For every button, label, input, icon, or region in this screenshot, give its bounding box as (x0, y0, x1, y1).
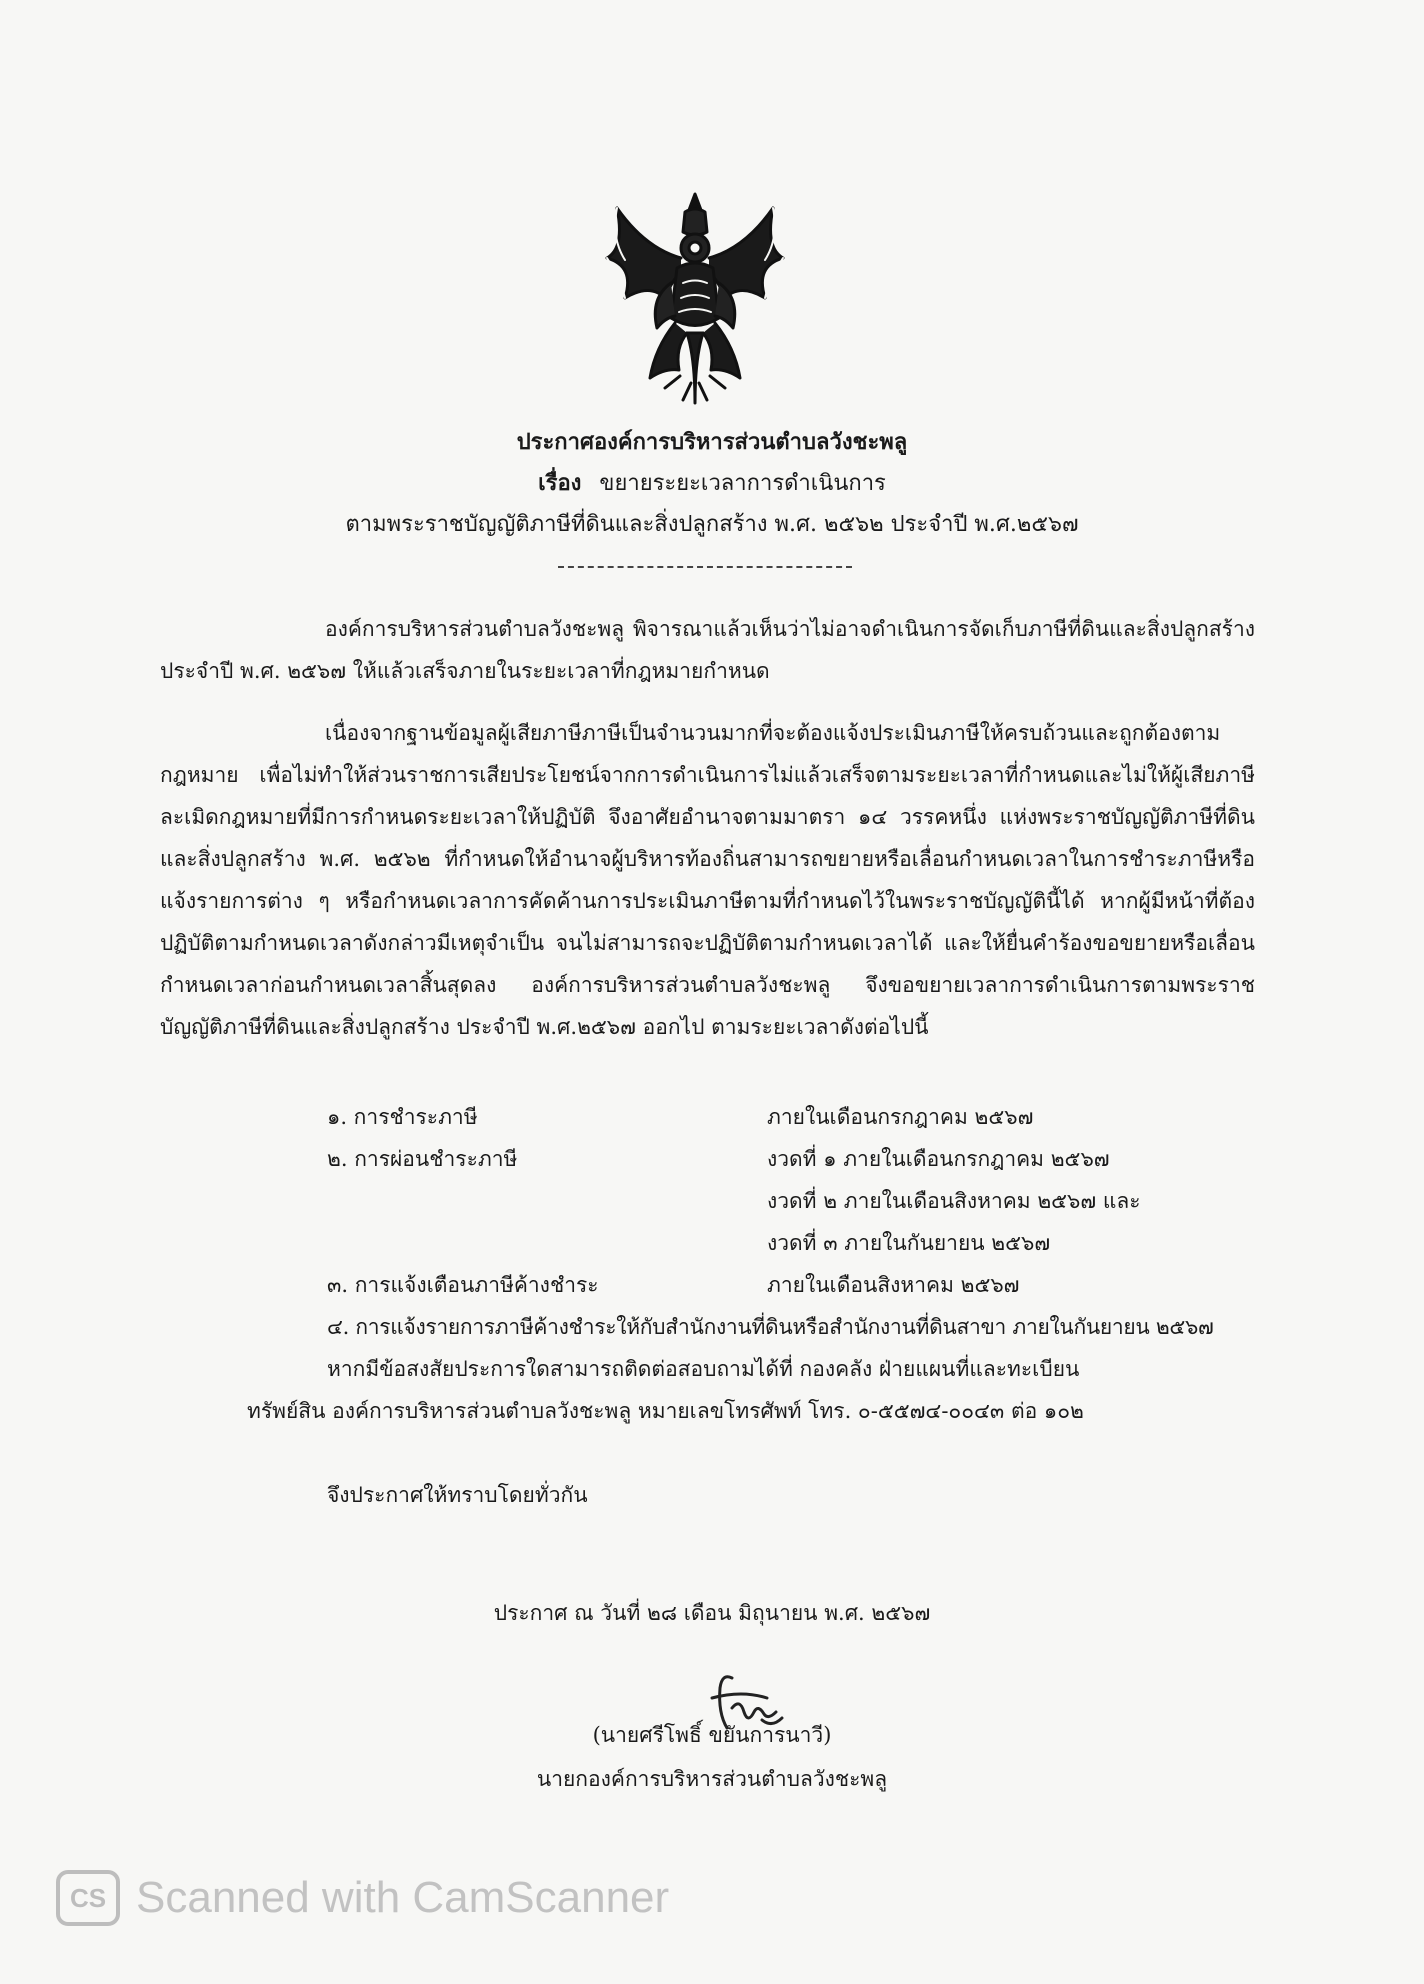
announcement-title: ประกาศองค์การบริหารส่วนตำบลวังชะพลู (516, 429, 908, 455)
schedule-row (327, 1138, 1277, 1180)
camscanner-logo-icon: CS (56, 1870, 120, 1926)
schedule-item-4: ๔. การแจ้งรายการภาษีค้างชำระให้กับสำนักงานที่ดินหรือสำนักงานที่ดินสาขา ภายในกันยายน ๒๕๖๗ (327, 1315, 1214, 1339)
garuda-emblem-icon (595, 188, 795, 413)
subject-text: ขยายระยะเวลาการดำเนินการ (599, 471, 886, 496)
schedule-row (327, 1222, 1277, 1264)
schedule-label: ๒. การผ่อนชำระภาษี (327, 1147, 518, 1171)
schedule-label: ๑. การชำระภาษี (327, 1105, 478, 1129)
contact-info (247, 1348, 1257, 1432)
paragraph-2-text: เนื่องจากฐานข้อมูลผู้เสียภาษีภาษีเป็นจำนวนมากที่จะต้องแจ้งประเมินภาษีให้ครบถ้วนและถูกต้องตามกฎหมาย เพื่อไม่ทำให้ส่วนราชการเสียประโยชน์จากการดำเนินการไม่แล้วเสร็จตามระยะเวลาที่กำหนดและไม่ให้ผู้เสียภาษีละเมิดกฎหมายที่มีการกำหนดระยะเวลาให้ปฏิบัติ จึงอาศัยอำนาจตามมาตรา ๑๔ วรรคหนึ่ง แห่งพระราชบัญญัติภาษีที่ดินและสิ่งปลูกสร้าง พ.ศ. ๒๕๖๒ ที่กำหนดให้อำนาจผู้บริหารท้องถิ่นสามารถขยายหรือเลื่อนกำหนดเวลาในการชำระภาษีหรือแจ้งรายการต่าง ๆ หรือกำหนดเวลาการคัดค้านการประเมินภาษีตามที่กำหนดไว้ในพระราชบัญญัตินี้ได้ หากผู้มีหน้าที่ต้องปฏิบัติตามกำหนดเวลาดังกล่าวมีเหตุจำเป็น จนไม่สามารถจะปฏิบัติตามกำหนดเวลาได้ และให้ยื่นคำร้องขอขยายหรือเลื่อนกำหนดเวลาก่อนกำหนดเวลาสิ้นสุดลง องค์การบริหารส่วนตำบลวังชะพลู จึงขอขยายเวลาการดำเนินการตามพระราชบัญญัติภาษีที่ดินและสิ่งปลูกสร้าง ประจำปี พ.ศ.๒๕๖๗ ออกไป ตามระยะเวลาดังต่อไปนี้ (160, 721, 1255, 1039)
paragraph-1 (160, 608, 1255, 692)
schedule-row (327, 1264, 1277, 1306)
paragraph-2 (160, 712, 1255, 1048)
schedule-detail: ภายในเดือนกรกฎาคม ๒๕๖๗ (767, 1105, 1034, 1129)
schedule-detail: งวดที่ ๑ ภายในเดือนกรกฎาคม ๒๕๖๗ (767, 1147, 1110, 1171)
schedule-label: ๓. การแจ้งเตือนภาษีค้างชำระ (327, 1273, 599, 1297)
contact-line-2: ทรัพย์สิน องค์การบริหารส่วนตำบลวังชะพลู หมายเลขโทรศัพท์ โทร. ๐-๕๕๗๔-๐๐๔๓ ต่อ ๑๐๒ (247, 1399, 1084, 1423)
signer-position: นายกองค์การบริหารส่วนตำบลวังชะพลู (536, 1767, 888, 1791)
camscanner-text: Scanned with CamScanner (136, 1873, 670, 1922)
contact-line-1: หากมีข้อสงสัยประการใดสามารถติดต่อสอบถามได้ที่ กองคลัง ฝ่ายแผนที่และทะเบียน (327, 1357, 1080, 1381)
subject-line-2: ตามพระราชบัญญัติภาษีที่ดินและสิ่งปลูกสร้าง พ.ศ. ๒๕๖๒ ประจำปี พ.ศ.๒๕๖๗ (345, 512, 1079, 537)
schedule-detail: ภายในเดือนสิงหาคม ๒๕๖๗ (767, 1273, 1020, 1297)
schedule-row (327, 1096, 1277, 1138)
schedule-detail: งวดที่ ๒ ภายในเดือนสิงหาคม ๒๕๖๗ และ (767, 1189, 1141, 1213)
schedule-label (327, 1180, 767, 1222)
closing-statement: จึงประกาศให้ทราบโดยทั่วกัน (327, 1483, 588, 1507)
header-divider (558, 566, 852, 568)
camscanner-watermark (56, 1870, 669, 1926)
signer-name: (นายศรีโพธิ์ ขยันการนาวี) (592, 1723, 832, 1747)
subject-line (0, 468, 1424, 499)
paragraph-1-text: องค์การบริหารส่วนตำบลวังชะพลู พิจารณาแล้วเห็นว่าไม่อาจดำเนินการจัดเก็บภาษีที่ดินและสิ่งปลูกสร้างประจำปี พ.ศ. ๒๕๖๗ ให้แล้วเสร็จภายในระยะเวลาที่กฎหมายกำหนด (160, 617, 1255, 683)
subject-label: เรื่อง (538, 470, 582, 496)
schedule-detail: งวดที่ ๓ ภายในกันยายน ๒๕๖๗ (767, 1231, 1051, 1255)
announcement-date: ประกาศ ณ วันที่ ๒๘ เดือน มิถุนายน พ.ศ. ๒๕๖๗ (493, 1601, 931, 1625)
schedule-row (327, 1180, 1277, 1222)
schedule-list (327, 1096, 1277, 1306)
schedule-label (327, 1222, 767, 1264)
